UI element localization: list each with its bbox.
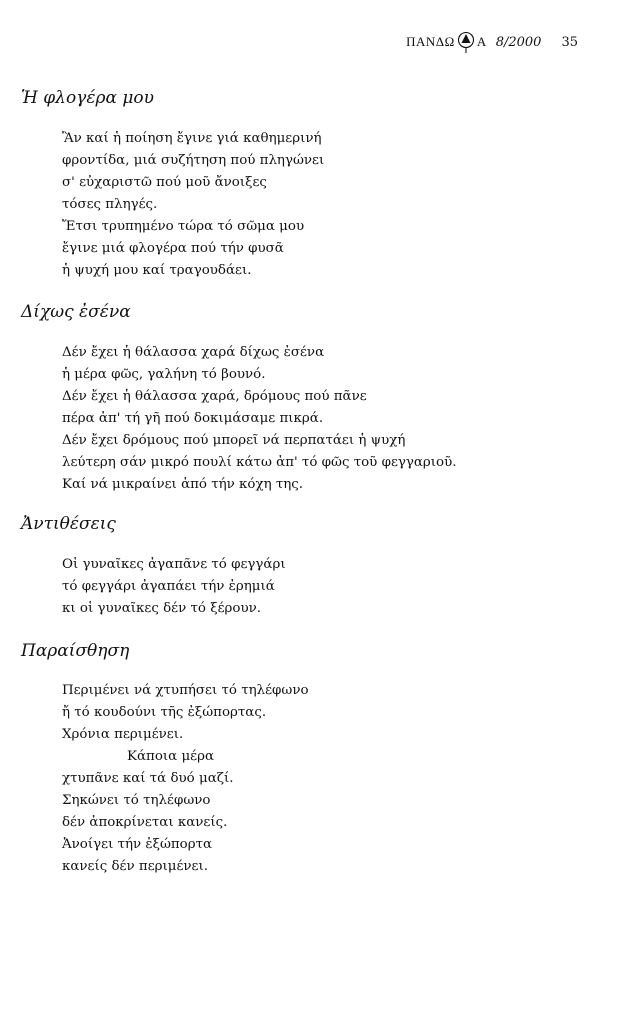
poem-title: Ἀντιθέσεις: [21, 514, 116, 534]
poem-lines: [62, 128, 324, 282]
poem-line: Δέν ἔχει δρόμους πού μπορεῖ νά περπατάει ἡ ψυχή: [62, 433, 406, 448]
poem-line: κανείς δέν περιμένει.: [62, 859, 208, 874]
pandora-emblem-icon: [456, 31, 476, 53]
logo-text-right: Α: [476, 34, 487, 49]
poem-lines: [62, 680, 309, 878]
poem-line: Ἂν καί ἡ ποίηση ἔγινε γιά καθημερινή: [62, 131, 322, 146]
poem-line: Κάποια μέρα: [127, 749, 215, 764]
poem-line: τόσες πληγές.: [62, 197, 158, 212]
logo-text-left: ΠΑΝΔΩ: [406, 34, 455, 49]
poem-title: Ἡ φλογέρα μου: [21, 88, 154, 108]
poem-line: Ἔτσι τρυπημένο τώρα τό σῶμα μου: [62, 219, 305, 234]
poem-line: κι οἱ γυναῖκες δέν τό ξέρουν.: [62, 601, 261, 616]
poem-line: Ἀνοίγει τήν ἐξώπορτα: [62, 837, 213, 852]
poem-line: Δέν ἔχει ἡ θάλασσα χαρά δίχως ἐσένα: [62, 345, 325, 360]
poem-line: ἔγινε μιά φλογέρα πού τήν φυσᾶ: [62, 241, 284, 256]
poem-line: Καί νά μικραίνει ἀπό τήν κόχη της.: [62, 477, 304, 492]
page-number: 35: [561, 34, 578, 50]
poem-line: Περιμένει νά χτυπήσει τό τηλέφωνο: [62, 683, 309, 698]
poem-line: Χρόνια περιμένει.: [62, 727, 184, 742]
poem-line: Οἱ γυναῖκες ἀγαπᾶνε τό φεγγάρι: [62, 557, 286, 572]
poem-line: πέρα ἀπ' τή γῆ πού δοκιμάσαμε πικρά.: [62, 411, 324, 426]
poem-line: ἤ τό κουδούνι τῆς ἐξώπορτας.: [62, 705, 267, 720]
poem-line: δέν ἀποκρίνεται κανείς.: [62, 815, 228, 830]
poem-line: χτυπᾶνε καί τά δυό μαζί.: [62, 771, 234, 786]
poem-line: σ' εὐχαριστῶ πού μοῦ ἄνοιξες: [62, 175, 267, 190]
running-header: [406, 31, 578, 53]
poem-line: Σηκώνει τό τηλέφωνο: [62, 793, 211, 808]
poem-title: Παραίσθηση: [21, 641, 130, 661]
poem-line: ἡ ψυχή μου καί τραγουδάει.: [62, 263, 252, 278]
poem-line: ἡ μέρα φῶς, γαλήνη τό βουνό.: [62, 367, 266, 382]
issue-number: 8/2000: [495, 34, 542, 50]
journal-logo: [406, 31, 487, 53]
poem-line: φροντίδα, μιά συζήτηση πού πληγώνει: [62, 153, 325, 168]
poem-lines: [62, 342, 457, 496]
poem-line: τό φεγγάρι ἀγαπάει τήν ἐρημιά: [62, 579, 275, 594]
poem-title: Δίχως ἐσένα: [21, 302, 131, 322]
poem-line: λεύτερη σάν μικρό πουλί κάτω ἀπ' τό φῶς τοῦ φεγγαριοῦ.: [62, 455, 457, 470]
poem-lines: [62, 554, 286, 620]
poem-line: Δέν ἔχει ἡ θάλασσα χαρά, δρόμους πού πᾶνε: [62, 389, 367, 404]
